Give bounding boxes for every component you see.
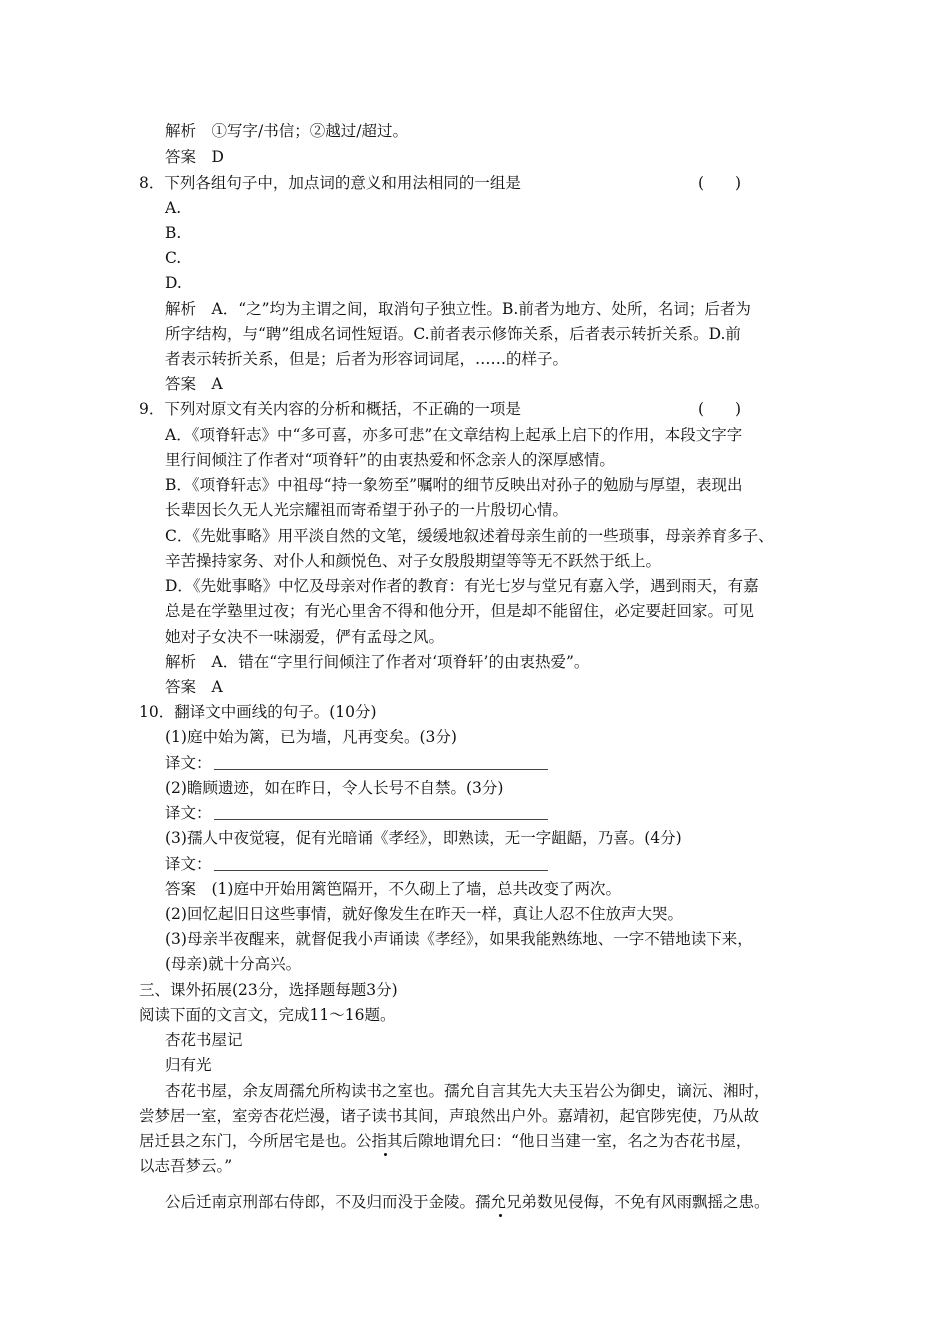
- passage-para-1-line-3: 居迁县之东门，今所居宅是也。公指其后隙地谓允曰：“他日当建一室，名之为杏花书屋，: [139, 1132, 752, 1150]
- q9-option-a-line-1: A．《项脊轩志》中“多可喜，亦多可悲”在文章结构上起承上启下的作用，本段文字字: [165, 426, 743, 444]
- q8-option-c: C.: [165, 249, 182, 267]
- q7-analysis: 解析 ①写字/书信；②越过/超过。: [165, 122, 408, 140]
- q10-sentence-1: (1)庭中始为篱，已为墙，凡再变矣。(3分): [165, 728, 457, 746]
- q9-option-c-line-2: 辛苦操持家务、对仆人和颜悦色、对子女殷殷期望等等无不跃然于纸上。: [165, 552, 662, 570]
- q8-option-d: D.: [165, 274, 182, 292]
- q9-option-b-line-2: 长辈因长久无人光宗耀祖而寄希望于孙子的一片殷切心情。: [165, 501, 569, 519]
- q8-analysis-line-3: 者表示转折关系，但是；后者为形容词词尾，……的样子。: [165, 350, 569, 368]
- q9-answer-blank: ( ): [698, 400, 742, 418]
- emphasis-dot: [499, 1214, 502, 1217]
- q9-stem: 9．下列对原文有关内容的分析和概括，不正确的一项是: [139, 400, 521, 418]
- q8-answer-blank: ( ): [698, 174, 742, 192]
- passage-author: 归有光: [165, 1056, 212, 1074]
- q8-option-b: B.: [165, 224, 182, 242]
- q9-option-d-line-3: 她对子女决不一味溺爱，俨有孟母之风。: [165, 628, 445, 646]
- reading-instruction: 阅读下面的文言文，完成11～16题。: [139, 1006, 396, 1024]
- q9-option-d-line-1: D．《先妣事略》中忆及母亲对作者的教育：有光七岁与堂兄有嘉入学，遇到雨天，有嘉: [165, 577, 759, 595]
- emphasis-dot: [384, 1153, 387, 1156]
- q9-analysis: 解析 A．错在“字里行间倾注了作者对‘项脊轩’的由衷热爱”。: [165, 653, 590, 671]
- q10-sentence-2: (2)瞻顾遗迹，如在昨日，令人长号不自禁。(3分): [165, 779, 504, 797]
- q9-option-c-line-1: C．《先妣事略》用平淡自然的文笔，缓缓地叙述着母亲生前的一些琐事，母亲养育多子、: [165, 527, 774, 545]
- q10-answer-line-3: [214, 870, 548, 871]
- q10-answer-3-line-2: (母亲)就十分高兴。: [165, 955, 302, 973]
- passage-title: 杏花书屋记: [165, 1031, 243, 1049]
- q10-answer-2: (2)回忆起旧日这些事情，就好像发生在昨天一样，真让人忍不住放声大哭。: [165, 905, 683, 923]
- section-3-heading: 三、课外拓展(23分，选择题每题3分): [139, 981, 398, 999]
- q10-answer-1: 答案 (1)庭中开始用篱笆隔开，不久砌上了墙，总共改变了两次。: [165, 880, 621, 898]
- q10-answer-3-line-1: (3)母亲半夜醒来，就督促我小声诵读《孝经》，如果我能熟练地、一字不错地读下来，: [165, 930, 753, 948]
- q10-answer-line-2: [214, 819, 548, 820]
- q7-answer: 答案 D: [165, 148, 224, 166]
- q8-answer: 答案 A: [165, 375, 223, 393]
- passage-para-1-line-4: 以志吾梦云。”: [139, 1157, 233, 1175]
- q8-analysis-line-1: 解析 A．“之”均为主谓之间，取消句子独立性。B.前者为地方、处所，名词；后者为: [165, 300, 751, 318]
- passage-para-2-line-1: 公后迁南京刑部右侍郎，不及归而没于金陵。孺允兄弟数见侵侮，不免有风雨飘摇之患。: [165, 1193, 770, 1211]
- q10-sentence-3: (3)孺人中夜觉寝，促有光暗诵《孝经》，即熟读，无一字龃龉，乃喜。(4分): [165, 829, 682, 847]
- q10-translation-label-2: 译文：: [165, 804, 212, 822]
- q8-stem: 8．下列各组句子中，加点词的意义和用法相同的一组是: [139, 174, 521, 192]
- q9-option-d-line-2: 总是在学塾里过夜；有光心里舍不得和他分开，但是却不能留住，必定要赶回家。可见: [165, 602, 755, 620]
- q10-stem: 10．翻译文中画线的句子。(10分): [139, 703, 377, 721]
- passage-para-1-line-1: 杏花书屋，余友周孺允所构读书之室也。孺允自言其先大夫玉岩公为御史，谪沅、湘时，: [165, 1082, 770, 1100]
- q10-answer-line-1: [214, 769, 548, 770]
- q9-answer: 答案 A: [165, 678, 223, 696]
- passage-para-1-line-2: 尝梦居一室，室旁杏花烂漫，诸子读书其间，声琅然出户外。嘉靖初，起官陟宪使，乃从故: [139, 1107, 760, 1125]
- q8-option-a: A.: [165, 199, 182, 217]
- q10-translation-label-1: 译文：: [165, 754, 212, 772]
- q9-option-b-line-1: B．《项脊轩志》中祖母“持一象笏至”嘱咐的细节反映出对孙子的勉励与厚望，表现出: [165, 476, 743, 494]
- q9-option-a-line-2: 里行间倾注了作者对“项脊轩”的由衷热爱和怀念亲人的深厚感情。: [165, 451, 615, 469]
- q10-translation-label-3: 译文：: [165, 855, 212, 873]
- q8-analysis-line-2: 所字结构，与“聘”组成名词性短语。C.前者表示修饰关系，后者表示转折关系。D.前: [165, 325, 741, 343]
